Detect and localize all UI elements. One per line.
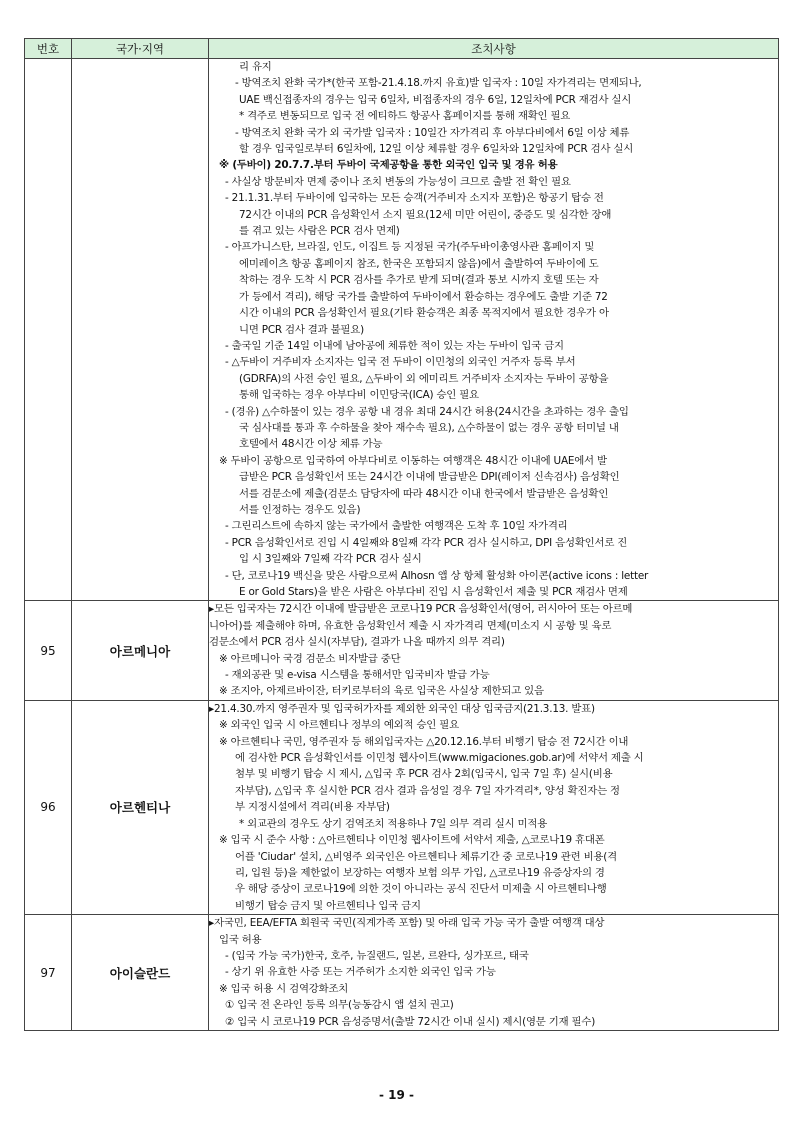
measure-line: 니면 PCR 검사 결과 불필요): [239, 323, 364, 336]
measure-line: 부 지정시설에서 격리(비용 자부담): [235, 801, 390, 814]
measure-line: ※ (두바이) 20.7.7.부터 두바이 국제공항을 통한 외국인 입국 및 경유 허용: [219, 159, 558, 172]
measure-line: ※ 입국 시 준수 사항 : △아르헨티나 이민청 웹사이트에 서약서 제출, △코로나19 휴대폰: [219, 834, 605, 847]
row-number: 96: [25, 700, 72, 914]
table-header-row: [25, 39, 779, 59]
measure-line: (GDRFA)의 사전 승인 필요, △두바이 외 에미리트 거주비자 소지자는 두바이 공항을: [239, 372, 609, 385]
measure-line: 리 유지: [239, 61, 272, 73]
row-number: [25, 59, 72, 601]
measure-line: 입 시 3일째와 7일째 각각 PCR 검사 실시: [239, 553, 422, 566]
table-row: [25, 59, 779, 601]
row-country: 아르메니아: [72, 601, 209, 700]
table-row: [25, 601, 779, 700]
measure-line: 자부담), △입국 후 실시한 PCR 검사 결과 음성일 경우 7일 자가격리*, 양성 확진자는 정: [235, 784, 620, 797]
measure-line: * 외교관의 경우도 상기 검역조치 적용하나 7일 의무 격리 실시 미적용: [239, 817, 548, 830]
measure-line: - 방역조치 완화 국가*(한국 포함-21.4.18.까지 유효)발 입국자 : 10일 자가격리는 면제되나,: [235, 77, 642, 90]
measure-line: - 출국일 기준 14일 이내에 남아공에 체류한 적이 있는 자는 두바이 입국 금지: [225, 339, 564, 352]
measure-line: - 재외공관 및 e-visa 시스템을 통해서만 입국비자 발급 가능: [225, 669, 490, 682]
measure-line: - 단, 코로나19 백신을 맞은 사람으로써 Alhosn 앱 상 항체 활성화 아이콘(active icons : letter: [225, 569, 649, 582]
measure-line: UAE 백신접종자의 경우는 입국 6일차, 비접종자의 경우 6일, 12일차에 PCR 재검사 실시: [239, 93, 632, 106]
measure-line: ※ 두바이 공항으로 입국하여 아부다비로 이동하는 여행객은 48시간 이내에 UAE에서 발: [219, 454, 607, 467]
measure-line: 리, 입원 등)을 제한없이 보장하는 여행자 보험 의무 가입, △코로나19 유증상자의 경: [235, 866, 605, 879]
measure-line: ② 입국 시 코로나19 PCR 음성증명서(출발 72시간 이내 실시) 제시(영문 기재 필수): [225, 1015, 596, 1028]
table-row: [25, 915, 779, 1031]
measure-line: 시간 이내의 PCR 음성확인서 필요(기타 환승객은 최종 목적지에서 필요한 경우가 아: [239, 307, 609, 320]
measure-line: 통해 입국하는 경우 아부다비 이민당국(ICA) 승인 필요: [239, 389, 479, 402]
measure-line: ▸21.4.30.까지 영주권자 및 입국허가자를 제외한 외국인 대상 입국금지(21.3.13. 발표): [209, 702, 595, 715]
page-number: - 19 -: [378, 1088, 414, 1102]
row-measures: [209, 915, 779, 1031]
measure-line: - (경유) △수하물이 있는 경우 공항 내 경유 최대 24시간 허용(24시간을 초과하는 경우 출입: [225, 405, 629, 418]
measure-line: ▸모든 입국자는 72시간 이내에 발급받은 코로나19 PCR 음성확인서(영어, 러시아어 또는 아르메: [209, 603, 633, 616]
measure-line: 입국 허용: [219, 933, 262, 946]
measure-line: 착하는 경우 도착 시 PCR 검사를 추가로 받게 되며(결과 통보 시까지 호텔 또는 자: [239, 274, 599, 287]
measure-line: * 격주로 변동되므로 입국 전 에티하드 항공사 홈페이지를 통해 재확인 필요: [239, 110, 571, 123]
measure-line: 니아어)를 제출해야 하며, 유효한 음성확인서 제출 시 자가격리 면제(미소지 시 공항 및 육로: [209, 619, 612, 632]
measure-line: E or Gold Stars)을 받은 사람은 아부다비 진입 시 음성확인서 제출 및 PCR 재검사 면제: [239, 586, 628, 598]
measure-line: ▸자국민, EEA/EFTA 회원국 국민(직계가족 포함) 및 아래 입국 가능 국가 출발 여행객 대상: [209, 917, 605, 930]
row-measures: [209, 601, 779, 700]
measure-line: ※ 조지아, 아제르바이잔, 터키로부터의 육로 입국은 사실상 제한되고 있음: [219, 685, 544, 698]
row-country: [72, 59, 209, 601]
header-measures: 조치사항: [209, 39, 779, 59]
measure-line: 국 심사대를 통과 후 수하물을 찾아 재수속 필요), △수하물이 없는 경우 공항 터미널 내: [239, 421, 619, 434]
measure-line: ※ 입국 허용 시 검역강화조치: [219, 982, 349, 995]
measure-line: - 21.1.31.부터 두바이에 입국하는 모든 승객(거주비자 소지자 포함)은 항공기 탑승 전: [225, 192, 604, 205]
measure-line: - 방역조치 완화 국가 외 국가발 입국자 : 10일간 자가격리 후 아부다비에서 6일 이상 체류: [235, 126, 630, 139]
measure-line: - 사실상 방문비자 면제 중이나 조치 변동의 가능성이 크므로 출발 전 확인 필요: [225, 175, 571, 188]
measure-line: 에 검사한 PCR 음성확인서를 이민청 웹사이트(www.migaciones.gob.ar)에 서약서 제출 시: [235, 752, 644, 765]
measure-line: 가 등에서 격리), 해당 국가를 출발하여 두바이에서 환승하는 경우에도 출발 기준 72: [239, 290, 608, 303]
header-number: 번호: [25, 39, 72, 59]
measure-line: - 아프가니스탄, 브라질, 인도, 이집트 등 지정된 국가(주두바이총영사관 홈페이지 및: [225, 241, 595, 254]
measure-line: - 그린리스트에 속하지 않는 국가에서 출발한 여행객은 도착 후 10일 자가격리: [225, 520, 568, 533]
measure-line: 에미레이츠 항공 홈페이지 참조, 한국은 포함되지 않음)에서 출발하여 두바이에 도: [239, 257, 599, 270]
measure-line: - (입국 가능 국가)한국, 호주, 뉴질랜드, 일본, 르완다, 싱가포르, 태국: [225, 949, 529, 962]
row-country: 아이슬란드: [72, 915, 209, 1031]
measure-line: - △두바이 거주비자 소지자는 입국 전 두바이 이민청의 외국인 거주자 등록 부서: [225, 356, 576, 369]
measure-line: 급받은 PCR 음성확인서 또는 24시간 이내에 발급받은 DPI(레이저 신속검사) 음성확인: [239, 471, 620, 484]
measure-line: 검문소에서 PCR 검사 실시(자부담), 결과가 나올 때까지 의무 격리): [209, 636, 505, 649]
measure-line: 첨부 및 비행기 탑승 시 제시, △입국 후 PCR 검사 2회(입국시, 입국 7일 후) 실시(비용: [235, 768, 613, 781]
row-country: 아르헨티나: [72, 700, 209, 914]
measure-line: 서를 검문소에 제출(검문소 담당자에 따라 48시간 이내 한국에서 발급받은 음성확인: [239, 487, 609, 500]
measures-table: [24, 38, 779, 1031]
measure-line: 호텔에서 48시간 이상 체류 가능: [239, 438, 383, 451]
measure-line: ※ 아르메니아 국경 검문소 비자발급 중단: [219, 652, 401, 665]
measure-line: 어플 'Ciudar' 설치, △비영주 외국인은 아르헨티나 체류기간 중 코로나19 관련 비용(격: [235, 850, 617, 863]
measure-line: 비행기 탑승 금지 및 아르헨티나 입국 금지: [235, 899, 421, 912]
measure-line: ※ 아르헨티나 국민, 영주권자 등 해외입국자는 △20.12.16.부터 비행기 탑승 전 72시간 이내: [219, 735, 629, 748]
row-measures: [209, 700, 779, 914]
row-measures: [209, 59, 779, 601]
measure-line: 할 경우 입국일로부터 6일차에, 12일 이상 체류할 경우 6일차와 12일차에 PCR 검사 실시: [239, 143, 634, 156]
header-country: 국가·지역: [72, 39, 209, 59]
measure-line: 서를 인정하는 경우도 있음): [239, 503, 361, 516]
row-number: 95: [25, 601, 72, 700]
measure-line: 우 해당 증상이 코로나19에 의한 것이 아니라는 공식 진단서 미제출 시 아르헨티나행: [235, 883, 607, 896]
measure-line: 72시간 이내의 PCR 음성확인서 소지 필요(12세 미만 어린이, 중증도 및 심각한 장애: [239, 208, 612, 221]
table-row: [25, 700, 779, 914]
measure-line: ※ 외국인 입국 시 아르헨티나 정부의 예외적 승인 필요: [219, 719, 459, 732]
measure-line: ① 입국 전 온라인 등록 의무(능동감시 앱 설치 권고): [225, 999, 454, 1012]
measure-line: - PCR 음성확인서로 진입 시 4일째와 8일째 각각 PCR 검사 실시하고, DPI 음성확인서로 진: [225, 536, 628, 549]
measure-line: - 상기 위 유효한 사증 또는 거주허가 소지한 외국인 입국 가능: [225, 966, 496, 979]
row-number: 97: [25, 915, 72, 1031]
measure-line: 를 겪고 있는 사람은 PCR 검사 면제): [239, 225, 400, 238]
